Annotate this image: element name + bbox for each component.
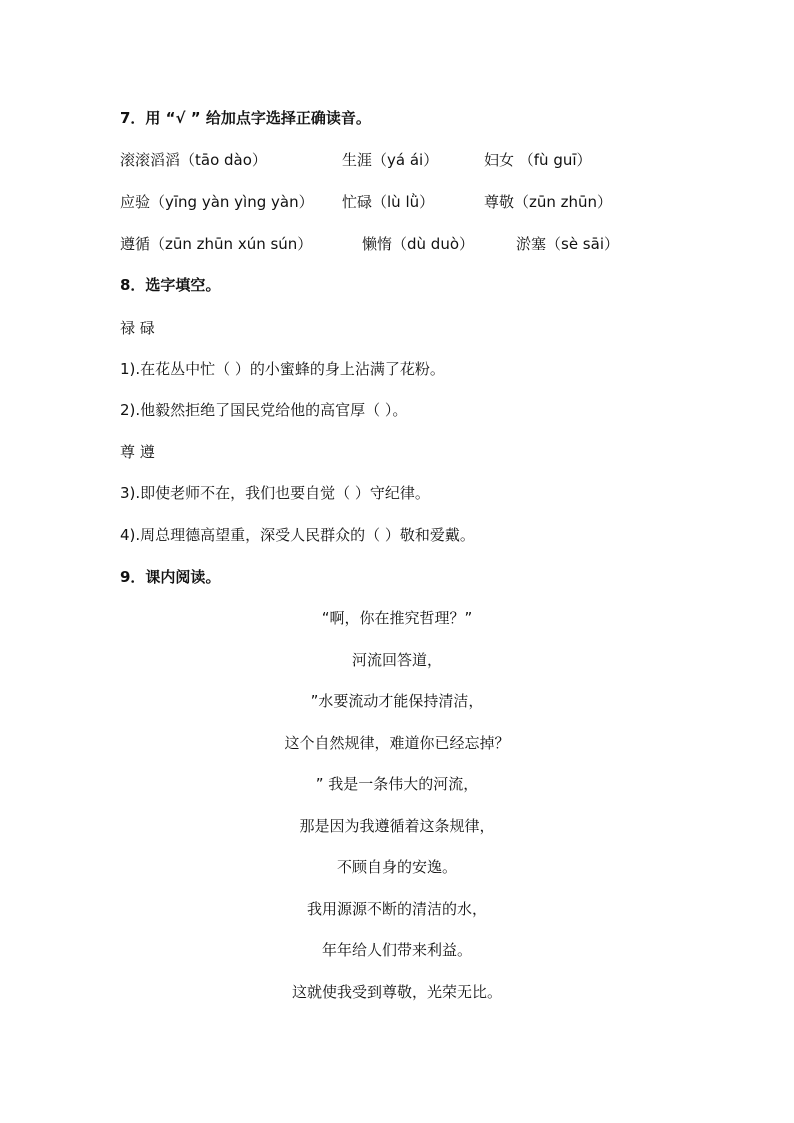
poem-line-10: 这就使我受到尊敬，光荣无比。 xyxy=(291,983,502,1001)
q8-sentence-2: 2).他毅然拒绝了国民党给他的高官厚（ ）。 xyxy=(120,401,408,419)
q7-item-8: 懒惰（dù duò） xyxy=(362,235,475,253)
q7-item-1: 滚滚滔滔（tāo dào） xyxy=(120,151,267,169)
q7-heading: 7．用 “√ ” 给加点字选择正确读音。 xyxy=(120,109,371,127)
poem-line-1: “啊，你在推究哲理？” xyxy=(321,609,473,627)
poem-line-8: 我用源源不断的清洁的水， xyxy=(306,900,487,918)
poem-line-5: ” 我是一条伟大的河流， xyxy=(315,775,479,793)
q8-sentence-3: 3).即使老师不在，我们也要自觉（ ）守纪律。 xyxy=(120,484,430,502)
q7-item-6: 尊敬（zūn zhūn） xyxy=(484,193,613,211)
q8-sentence-1: 1).在花丛中忙（ ）的小蜜蜂的身上沾满了花粉。 xyxy=(120,360,445,378)
poem-line-2: 河流回答道， xyxy=(351,651,442,669)
q7-item-5: 忙碌（lù lǜ） xyxy=(342,193,435,211)
q8-heading: 8．选字填空。 xyxy=(120,276,221,294)
q9-heading: 9．课内阅读。 xyxy=(120,568,221,586)
q8-char-pair-2: 尊 遵 xyxy=(120,443,155,461)
q7-item-3: 妇女 （fù guī） xyxy=(484,151,592,169)
q8-char-pair-1: 禄 碌 xyxy=(120,319,155,337)
poem-line-3: ”水要流动才能保持清洁， xyxy=(310,692,484,710)
q8-sentence-4: 4).周总理德高望重，深受人民群众的（ ）敬和爱戴。 xyxy=(120,526,475,544)
poem-line-4: 这个自然规律，难道你已经忘掉？ xyxy=(284,734,510,752)
q7-item-2: 生涯（yá ái） xyxy=(342,151,439,169)
poem-line-9: 年年给人们带来利益。 xyxy=(321,941,472,959)
q7-item-7: 遵循（zūn zhūn xún sún） xyxy=(120,235,313,253)
poem-line-7: 不顾自身的安逸。 xyxy=(336,858,457,876)
q7-item-9: 淤塞（sè sāi） xyxy=(516,235,619,253)
q7-item-4: 应验（yīng yàn yìng yàn） xyxy=(120,193,314,211)
poem-line-6: 那是因为我遵循着这条规律， xyxy=(299,817,495,835)
